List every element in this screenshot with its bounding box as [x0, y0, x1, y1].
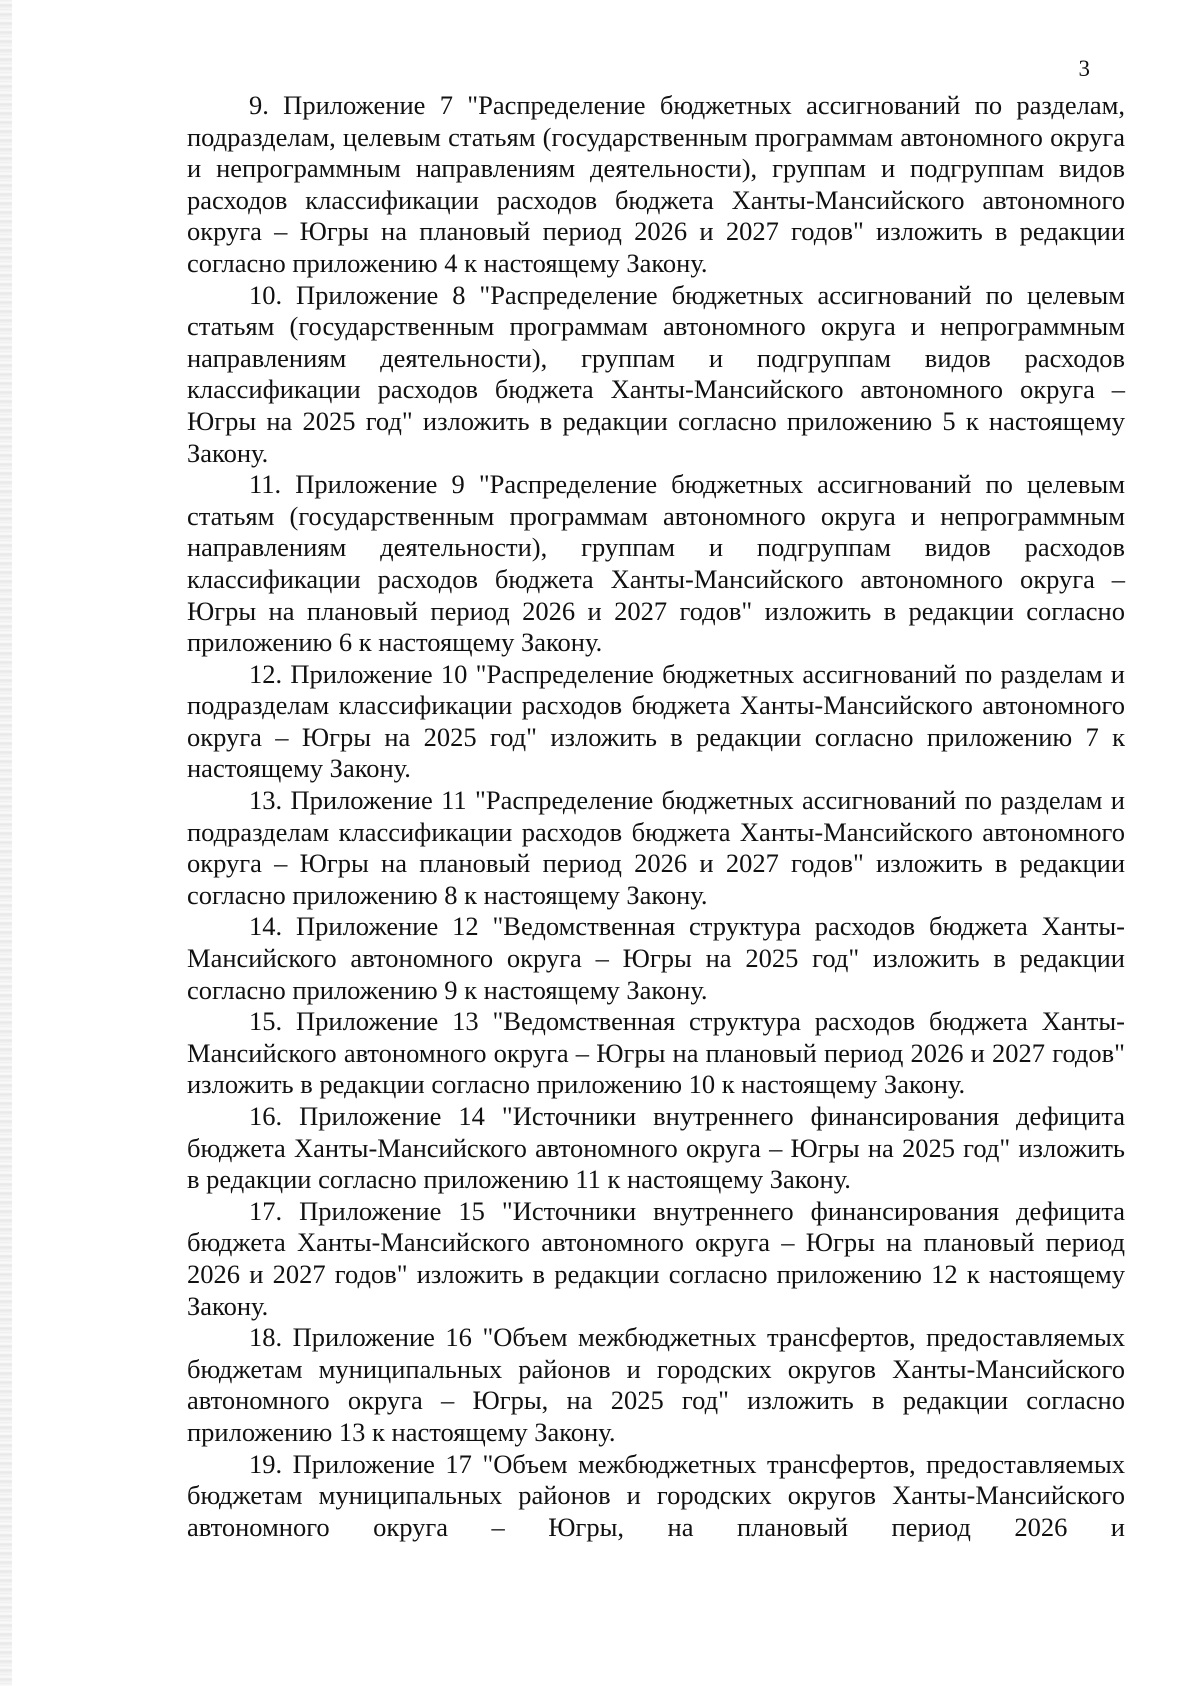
paragraph-item-13: 13. Приложение 11 "Распределение бюджетных ассигнований по разделам и подразделам классификации расходов бюджета Ханты-Мансийского автономного округа – Югры на плановый период 2026 и 2027 годов" изложить в редакции согласно приложению 8 к настоящему Закону. — [187, 785, 1125, 910]
paragraph-item-16: 16. Приложение 14 "Источники внутреннего финансирования дефицита бюджета Ханты-Мансийского автономного округа – Югры на 2025 год" изложить в редакции согласно приложению 11 к настоящему Закону. — [187, 1101, 1125, 1195]
paragraph-item-12: 12. Приложение 10 "Распределение бюджетных ассигнований по разделам и подразделам классификации расходов бюджета Ханты-Мансийского автономного округа – Югры на 2025 год" изложить в редакции согласно приложению 7 к настоящему Закону. — [187, 658, 1125, 784]
paragraph-item-14: 14. Приложение 12 "Ведомственная структура расходов бюджета Ханты-Мансийского автономного округа – Югры на 2025 год" изложить в редакции согласно приложению 9 к настоящему Закону. — [187, 911, 1125, 1005]
paragraph-item-18: 18. Приложение 16 "Объем межбюджетных трансфертов, предоставляемых бюджетам муниципальных районов и городских округов Ханты-Мансийского автономного округа – Югры, на 2025 год" изложить в редакции согласно приложению 13 к настоящему Закону. — [187, 1322, 1125, 1447]
scan-edge — [0, 0, 12, 1686]
page-number: 3 — [1078, 56, 1090, 81]
paragraph-item-11: 11. Приложение 9 "Распределение бюджетных ассигнований по целевым статьям (государственным программам автономного округа и непрограммным направлениям деятельности), группам и подгруппам видов расходов классификации расходов бюджета Ханты-Мансийского автономного округа – Югры на плановый период 2026 и 2027 годов" изложить в редакции согласно приложению 6 к настоящему Закону. — [187, 469, 1125, 658]
document-body — [187, 90, 1125, 1543]
paragraph-item-19: 19. Приложение 17 "Объем межбюджетных трансфертов, предоставляемых бюджетам муниципальных районов и городских округов Ханты-Мансийского автономного округа – Югры, на плановый период 2026 и — [187, 1448, 1125, 1542]
paragraph-item-17: 17. Приложение 15 "Источники внутреннего финансирования дефицита бюджета Ханты-Мансийского автономного округа – Югры на плановый период 2026 и 2027 годов" изложить в редакции согласно приложению 12 к настоящему Закону. — [187, 1195, 1125, 1321]
paragraph-item-10: 10. Приложение 8 "Распределение бюджетных ассигнований по целевым статьям (государственным программам автономного округа и непрограммным направлениям деятельности), группам и подгруппам видов расходов классификации расходов бюджета Ханты-Мансийского автономного округа – Югры на 2025 год" изложить в редакции согласно приложению 5 к настоящему Закону. — [187, 279, 1125, 468]
paragraph-item-15: 15. Приложение 13 "Ведомственная структура расходов бюджета Ханты-Мансийского автономного округа – Югры на плановый период 2026 и 2027 годов" изложить в редакции согласно приложению 10 к настоящему Закону. — [187, 1006, 1125, 1100]
paragraph-item-9: 9. Приложение 7 "Распределение бюджетных ассигнований по разделам, подразделам, целевым статьям (государственным программам автономного округа и непрограммным направлениям деятельности), группам и подгруппам видов расходов классификации расходов бюджета Ханты-Мансийского автономного округа – Югры на плановый период 2026 и 2027 годов" изложить в редакции согласно приложению 4 к настоящему Закону. — [187, 90, 1125, 278]
